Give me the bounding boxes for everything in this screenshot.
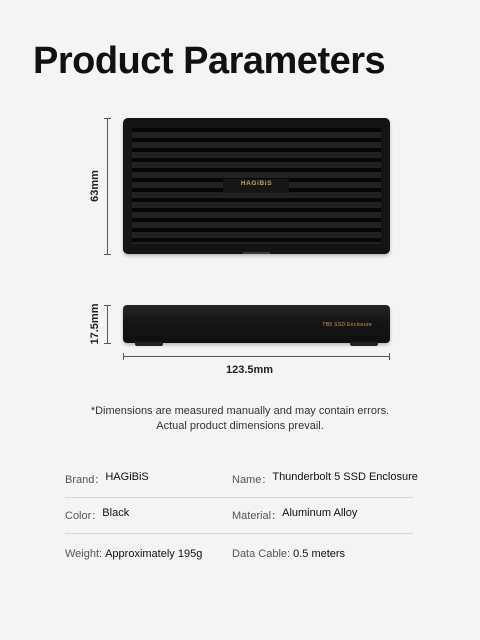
spec-row-weight-cable bbox=[65, 535, 413, 573]
length-dimension-cap-right bbox=[389, 353, 390, 360]
spec-data-cable bbox=[232, 548, 345, 560]
enclosure-side-view bbox=[123, 305, 390, 343]
spec-brand-value: HAGiBiS bbox=[105, 470, 149, 483]
enclosure-foot-left bbox=[135, 342, 163, 346]
height-dimension-line bbox=[107, 118, 108, 254]
thickness-dimension-line bbox=[107, 305, 108, 343]
spec-row-color-material bbox=[65, 496, 413, 534]
length-dimension-cap-left bbox=[123, 353, 124, 360]
thickness-dimension-label: 17.5mm bbox=[89, 303, 101, 345]
spec-weight bbox=[65, 548, 202, 560]
height-dimension-cap-top bbox=[104, 118, 111, 119]
spec-data-cable-key: Data Cable: bbox=[232, 548, 291, 560]
spec-color-key: Color： bbox=[65, 509, 103, 522]
length-dimension-line bbox=[123, 356, 390, 357]
spec-color-value: Black bbox=[102, 506, 130, 519]
spec-data-cable-value: 0.5 meters bbox=[293, 548, 346, 560]
page-title: Product Parameters bbox=[33, 40, 386, 82]
height-dimension-label: 63mm bbox=[89, 170, 101, 202]
spec-weight-key: Weight: bbox=[65, 548, 103, 560]
thickness-dimension-cap-top bbox=[104, 305, 111, 306]
spec-brand-key: Brand： bbox=[65, 473, 106, 486]
disclaimer-line-2: Actual product dimensions prevail. bbox=[156, 420, 324, 432]
enclosure-foot bbox=[243, 252, 270, 254]
spec-material-value: Aluminum Alloy bbox=[282, 506, 358, 519]
enclosure-front-view bbox=[123, 118, 390, 254]
thickness-dimension-cap-bottom bbox=[104, 343, 111, 344]
spec-name-value: Thunderbolt 5 SSD Enclosure bbox=[272, 470, 418, 483]
length-dimension-label: 123.5mm bbox=[226, 364, 274, 376]
enclosure-foot-right bbox=[350, 342, 378, 346]
spec-row-brand-name bbox=[65, 460, 418, 498]
side-label: TB5 SSD Enclosure bbox=[322, 322, 372, 328]
spec-name-key: Name： bbox=[232, 473, 273, 486]
height-dimension-cap-bottom bbox=[104, 254, 111, 255]
brand-logo: HAGiBiS bbox=[240, 180, 273, 187]
disclaimer-line-1: *Dimensions are measured manually and may contain errors. bbox=[90, 405, 390, 417]
spec-material-key: Material： bbox=[232, 509, 283, 522]
spec-weight-value: Approximately 195g bbox=[105, 548, 203, 560]
spec-material bbox=[232, 507, 357, 523]
spec-color bbox=[65, 507, 129, 523]
spec-name bbox=[232, 471, 418, 487]
spec-brand bbox=[65, 471, 149, 487]
